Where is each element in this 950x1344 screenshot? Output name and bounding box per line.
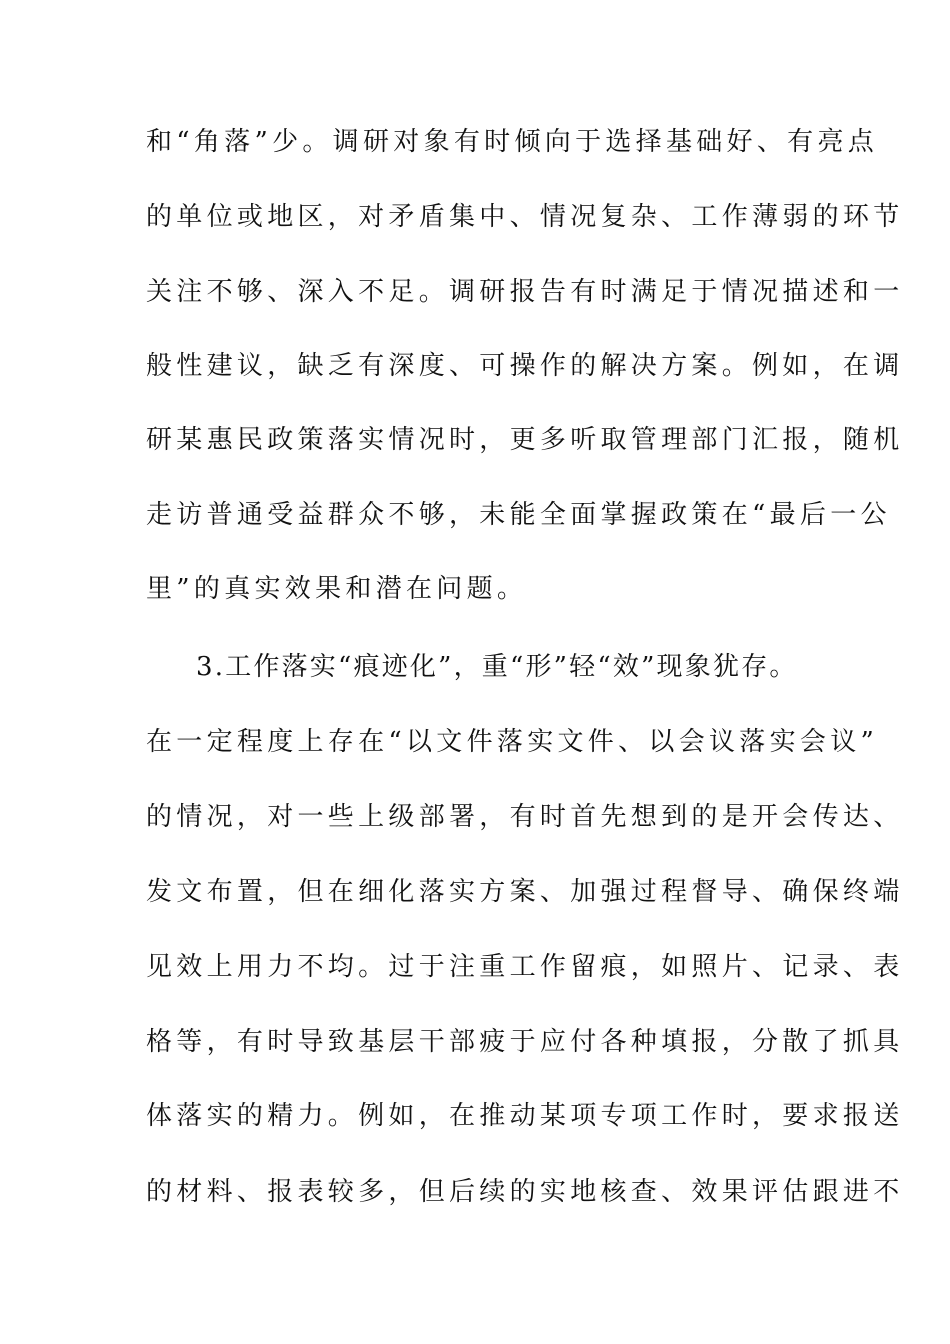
text-line: 般性建议，缺乏有深度、可操作的解决方案。例如，在调 — [146, 351, 904, 381]
text-line: 体落实的精力。例如，在推动某项专项工作时，要求报送 — [146, 1101, 904, 1131]
text-line: 和“角落”少。调研对象有时倾向于选择基础好、有亮点 — [146, 127, 879, 157]
text-line: 见效上用力不均。过于注重工作留痕，如照片、记录、表 — [146, 952, 904, 982]
text-line: 走访普通受益群众不够，未能全面掌握政策在“最后一公 — [146, 500, 891, 530]
text-line: 关注不够、深入不足。调研报告有时满足于情况描述和一 — [146, 277, 904, 307]
text-line: 格等，有时导致基层干部疲于应付各种填报，分散了抓具 — [146, 1027, 904, 1057]
text-line: 的单位或地区，对矛盾集中、情况复杂、工作薄弱的环节 — [146, 202, 904, 232]
text-line: 的材料、报表较多，但后续的实地核查、效果评估跟进不 — [146, 1177, 904, 1207]
text-line: 的情况，对一些上级部署，有时首先想到的是开会传达、 — [146, 802, 904, 832]
text-line: 研某惠民政策落实情况时，更多听取管理部门汇报，随机 — [146, 425, 904, 455]
text-line: 在一定程度上存在“以文件落实文件、以会议落实会议” — [146, 727, 879, 757]
text-line: 发文布置，但在细化落实方案、加强过程督导、确保终端 — [146, 877, 904, 907]
section-heading: 3.工作落实“痕迹化”，重“形”轻“效”现象犹存。 — [196, 652, 798, 682]
text-line: 里”的真实效果和潜在问题。 — [146, 574, 528, 604]
